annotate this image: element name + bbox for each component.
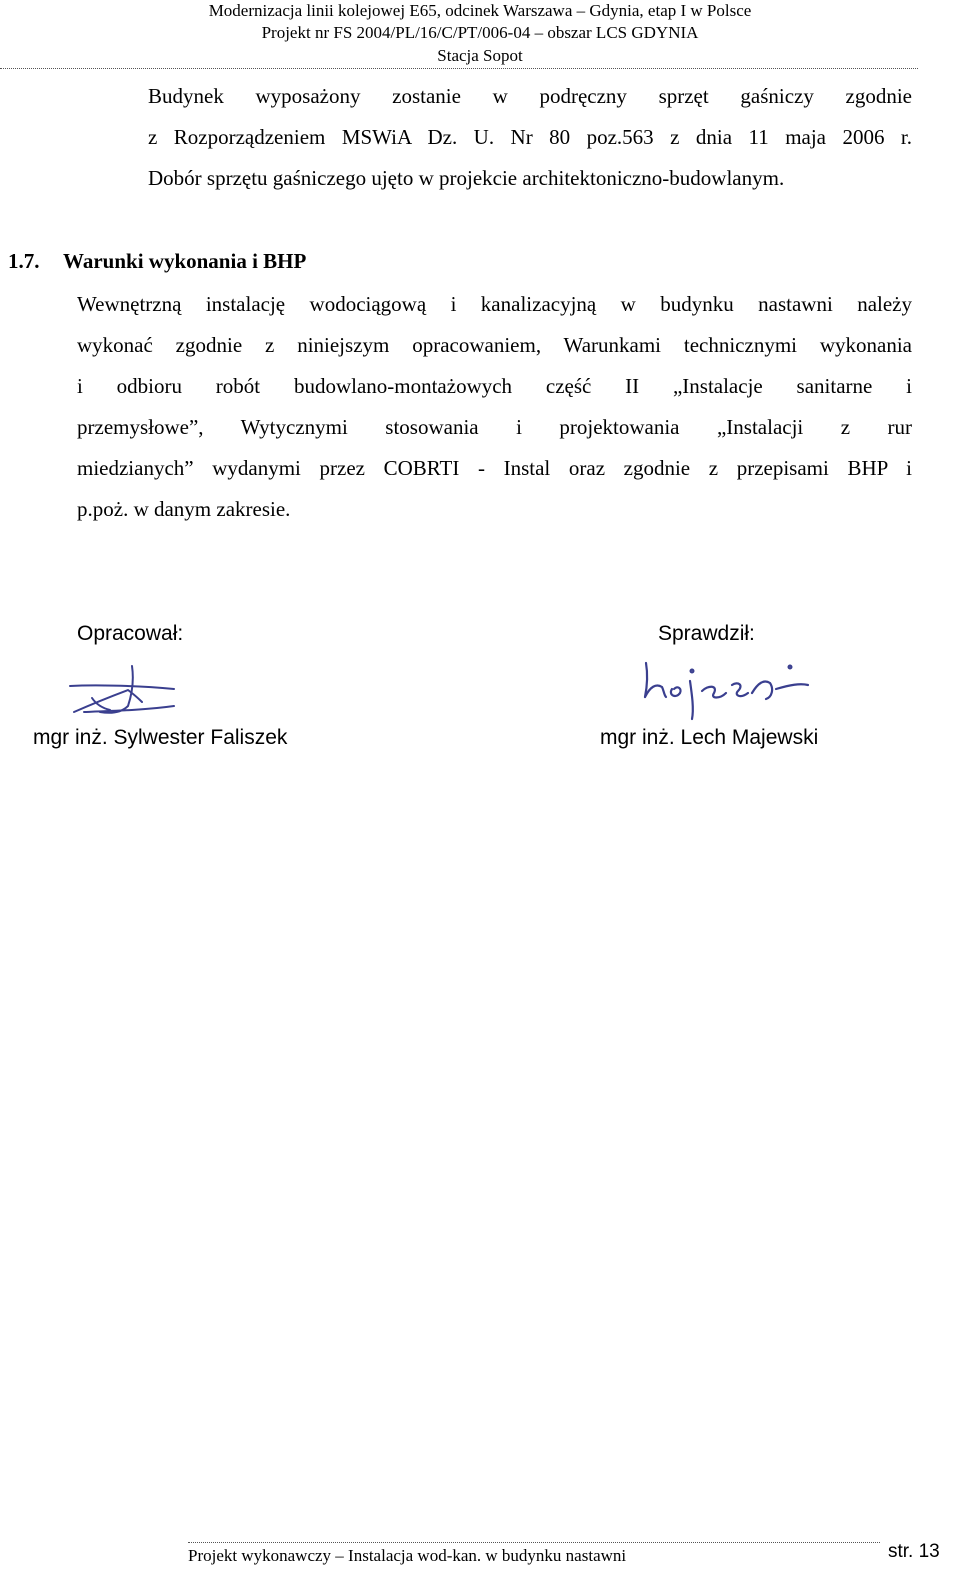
section-number: 1.7. [8, 249, 40, 273]
section-line-6: p.poż. w danym zakresie. [77, 497, 291, 521]
prepared-by-name: mgr inż. Sylwester Faliszek [33, 726, 288, 749]
signature-left [62, 660, 182, 722]
signature-right [640, 655, 812, 721]
section-line-3: i odbioru robót budowlano-montażowych część II „Instalacje sanitarne i [77, 374, 912, 398]
section-line-5: miedzianych” wydanymi przez COBRTI - Instal oraz zgodnie z przepisami BHP i [77, 456, 912, 480]
checked-by-name: mgr inż. Lech Majewski [600, 726, 819, 749]
section-title: Warunki wykonania i BHP [63, 249, 307, 273]
section-line-4: przemysłowe”, Wytycznymi stosowania i projektowania „Instalacji z rur [77, 415, 912, 439]
section-line-2: wykonać zgodnie z niniejszym opracowaniem, Warunkami technicznymi wykonania [77, 333, 912, 357]
prepared-by-label: Opracował: [77, 622, 184, 645]
section-heading [8, 249, 306, 274]
page-number: str. 13 [888, 1541, 940, 1562]
header-divider [0, 68, 918, 69]
section-line-1: Wewnętrzną instalację wodociągową i kanalizacyjną w budynku nastawni należy [77, 292, 912, 316]
header-line-1: Modernizacja linii kolejowej E65, odcinek Warszawa – Gdynia, etap I w Polsce [208, 1, 752, 20]
footer-divider [188, 1542, 880, 1543]
header-line-2: Projekt nr FS 2004/PL/16/C/PT/006-04 – obszar LCS GDYNIA [261, 23, 699, 42]
intro-line-2: z Rozporządzeniem MSWiA Dz. U. Nr 80 poz.563 z dnia 11 maja 2006 r. [148, 125, 912, 149]
intro-line-1: Budynek wyposażony zostanie w podręczny sprzęt gaśniczy zgodnie [148, 84, 912, 108]
intro-line-3: Dobór sprzętu gaśniczego ujęto w projekcie architektoniczno-budowlanym. [148, 166, 785, 190]
footer-text: Projekt wykonawczy – Instalacja wod-kan. w budynku nastawni [188, 1546, 627, 1565]
header-line-3: Stacja Sopot [437, 46, 523, 65]
checked-by-label: Sprawdził: [658, 622, 755, 645]
